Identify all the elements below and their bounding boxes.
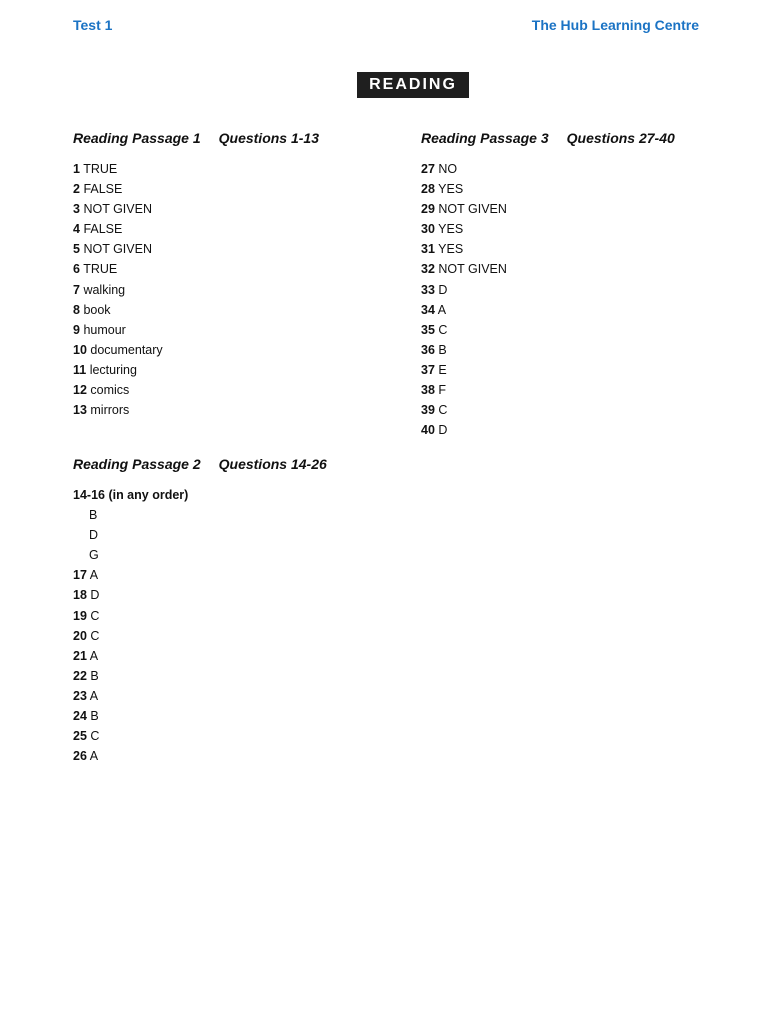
question-number: 3	[73, 202, 80, 217]
passage-2-questions: Questions 14-26	[218, 456, 327, 472]
answer-text: TRUE	[83, 162, 118, 176]
question-number: 28	[421, 182, 435, 197]
question-number: 8	[73, 302, 80, 317]
answer-text: YES	[438, 242, 464, 257]
passage-3-section	[421, 130, 675, 440]
passage-1-questions: Questions 1-13	[218, 130, 319, 146]
answer-group-items	[73, 505, 327, 565]
question-number: 17	[73, 568, 87, 583]
passage-3-heading	[421, 130, 675, 150]
passage-2-answers	[73, 565, 327, 766]
answer-text: B	[438, 342, 447, 357]
answer-text: walking	[83, 282, 126, 297]
answer-text: documentary	[90, 342, 163, 357]
answer-text: humour	[83, 322, 126, 337]
answer-text: NO	[438, 162, 458, 176]
header-centre-name: The Hub Learning Centre	[531, 17, 699, 33]
answer-row	[73, 585, 327, 605]
answer-row	[421, 300, 675, 320]
answer-text: C	[90, 628, 100, 643]
question-number: 12	[73, 383, 87, 398]
answer-text: comics	[90, 383, 130, 398]
answer-row	[421, 360, 675, 380]
answer-row	[73, 320, 319, 340]
answer-row	[73, 726, 327, 746]
answer-text: C	[438, 403, 448, 418]
answer-row	[73, 280, 319, 300]
question-number: 24	[73, 709, 87, 724]
answer-group-item: B	[89, 508, 98, 523]
question-number: 21	[73, 648, 87, 663]
question-number: 11	[73, 362, 87, 377]
question-number: 40	[421, 423, 435, 438]
question-number: 32	[421, 262, 435, 277]
passage-3-title: Reading Passage 3	[421, 130, 549, 146]
passage-2-answer-list	[73, 485, 327, 766]
passage-1-heading	[73, 130, 319, 150]
answer-group-item: G	[89, 548, 99, 563]
question-number: 2	[73, 182, 80, 197]
question-number: 4	[73, 222, 80, 237]
answer-row	[73, 626, 327, 646]
passage-1-section	[73, 130, 319, 420]
answer-text: B	[90, 709, 99, 724]
question-number: 37	[421, 362, 435, 377]
question-number: 6	[73, 262, 80, 277]
answer-text: A	[89, 749, 99, 764]
answer-text: A	[89, 688, 99, 703]
answer-row	[421, 280, 675, 300]
passage-3-questions: Questions 27-40	[566, 130, 675, 146]
answer-text: C	[438, 322, 448, 337]
header-test-label: Test 1	[73, 17, 113, 33]
passage-2-heading	[73, 456, 327, 476]
answer-text: YES	[438, 222, 464, 237]
answer-text: lecturing	[89, 362, 137, 377]
answer-row	[421, 179, 675, 199]
answer-row	[421, 380, 675, 400]
answer-text: TRUE	[83, 262, 118, 277]
answer-text: FALSE	[83, 222, 123, 237]
answer-text: FALSE	[83, 182, 123, 197]
question-number: 20	[73, 628, 87, 643]
passage-1-title: Reading Passage 1	[73, 130, 201, 146]
question-number: 31	[421, 242, 435, 257]
answer-row	[421, 420, 675, 440]
answer-row	[421, 259, 675, 279]
question-number: 33	[421, 282, 435, 297]
answer-row	[73, 219, 319, 239]
question-number: 22	[73, 668, 87, 683]
answer-text: C	[90, 608, 100, 623]
answer-row	[73, 666, 327, 686]
answer-row	[421, 400, 675, 420]
answer-text: book	[83, 302, 111, 317]
answer-text: F	[438, 383, 447, 398]
answer-row	[73, 360, 319, 380]
question-number: 30	[421, 222, 435, 237]
question-number: 36	[421, 342, 435, 357]
answer-text: NOT GIVEN	[83, 242, 152, 257]
answer-text: A	[89, 648, 99, 663]
answer-text: NOT GIVEN	[438, 202, 507, 217]
answer-row	[73, 159, 319, 179]
answer-row	[73, 239, 319, 259]
answer-row	[421, 159, 675, 179]
question-number: 39	[421, 403, 435, 418]
question-number: 7	[73, 282, 80, 297]
answer-row	[73, 199, 319, 219]
answer-row	[421, 199, 675, 219]
passage-3-answer-list	[421, 159, 675, 440]
answer-row	[73, 179, 319, 199]
answer-text: NOT GIVEN	[438, 262, 507, 277]
question-number: 1	[73, 162, 80, 176]
question-number: 10	[73, 342, 87, 357]
answer-row	[73, 686, 327, 706]
question-number: 38	[421, 383, 435, 398]
page-title: READING	[369, 76, 457, 93]
answer-row	[73, 706, 327, 726]
answer-row	[73, 746, 327, 766]
reading-title-banner	[357, 72, 469, 98]
answer-row	[421, 219, 675, 239]
answer-row	[73, 259, 319, 279]
answer-group-item: D	[89, 528, 99, 543]
question-number: 19	[73, 608, 87, 623]
question-number: 26	[73, 749, 87, 764]
question-number: 18	[73, 588, 87, 603]
question-number: 35	[421, 322, 435, 337]
passage-2-title: Reading Passage 2	[73, 456, 201, 472]
passage-1-answer-list	[73, 159, 319, 420]
answer-text: B	[90, 668, 99, 683]
answer-text: D	[438, 423, 448, 438]
question-number: 25	[73, 729, 87, 744]
answer-group-title: 14-16 (in any order)	[73, 488, 189, 502]
question-number: 13	[73, 403, 87, 418]
question-number: 27	[421, 162, 435, 176]
answer-row	[421, 239, 675, 259]
answer-row	[73, 400, 319, 420]
question-number: 29	[421, 202, 435, 217]
answer-row	[73, 606, 327, 626]
answer-row	[73, 340, 319, 360]
answer-row	[421, 340, 675, 360]
answer-text: D	[90, 588, 100, 603]
answer-row	[73, 300, 319, 320]
question-number: 23	[73, 688, 87, 703]
question-number: 9	[73, 322, 80, 337]
passage-2-section	[73, 456, 327, 766]
answer-text: A	[89, 568, 99, 583]
answer-text: C	[90, 729, 100, 744]
answer-text: mirrors	[90, 403, 130, 418]
answer-row	[73, 646, 327, 666]
question-number: 34	[421, 302, 435, 317]
answer-text: D	[438, 282, 448, 297]
answer-text: NOT GIVEN	[83, 202, 152, 217]
answer-row	[421, 320, 675, 340]
answer-row	[73, 380, 319, 400]
answer-text: A	[437, 302, 447, 317]
answer-text: E	[438, 362, 447, 377]
answer-row	[73, 565, 327, 585]
question-number: 5	[73, 242, 80, 257]
answer-text: YES	[438, 182, 464, 197]
